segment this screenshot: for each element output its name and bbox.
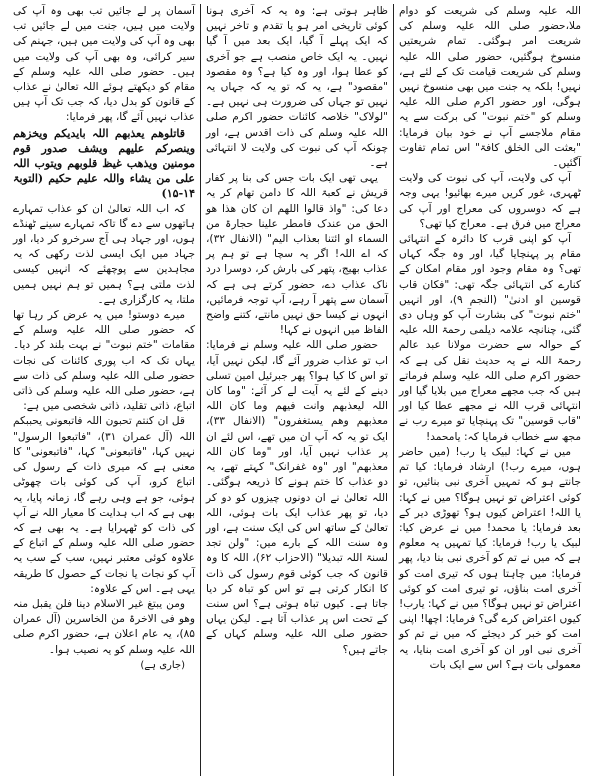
paragraph: آسمان پر لے جائیں تب بھی وہ آپ کی ولایت میں ہیں، جنت میں لے جائیں تب بھی وہ آپ کی ولایت میں ہیں، جہنم کی سیر کرائی، وہ بھی آپ کی ولایت میں ہیں۔ حضور صلی اللہ علیہ وسلم کے مقام کو دیکھتے ہوئے اللہ تعالیٰ نے عذاب کے قانون کو بدل دیا، کہ جب تک آپ ہیں عذاب نہیں آئے گا، پھر فرمایا: [13, 5, 195, 124]
column-left [8, 4, 200, 776]
paragraph: میرے دوستو! میں یہ عرض کر رہا تھا کہ حضور صلی اللہ علیہ وسلم کے مقامات "ختم نبوت" نے بہت بلند کر دیا۔ یہاں تک کہ اب پوری کائنات کی نجات حضور صلی اللہ علیہ وسلم کی ذات سے ہے، حضور صلی اللہ علیہ وسلم کی ذاتی اتباع، ذاتی تقلید، ذاتی شخصی میں ہے: [13, 309, 195, 413]
paragraph: اللہ علیہ وسلم کی شریعت کو دوام ملا،حضور صلی اللہ علیہ وسلم کی شریعت امر ہوگئی۔ تمام شریعتیں منسوخ ہوگئیں، حضور صلی اللہ علیہ وسلم کی شریعت قیامت تک کے لئے ہے، نہیں! بلکہ یہ جنت میں بھی منسوخ نہیں ہوگی، اور حضور اکرم صلی اللہ علیہ وسلم کو "ختم نبوت" کی برکت سے یہ مقام ملاجسے آپ نے خود بیان فرمایا: "بعثت الی الخلق کافۃ" اس تمام تفاوت آگئیں۔ [399, 5, 581, 170]
paragraph: حضور صلی اللہ علیہ وسلم نے فرمایا: اب تو عذاب ضرور آئے گا، لیکن نہیں آیا، تو اس کا کیا ہوا؟ پھر جبرئیل امین تسلی دینے کے لئے یہ آیت لے کر آئے: "وما کان اللہ لیعذبھم وانت فیھم وما کان اللہ معذبھم وھم یستغفرون" (الانفال ۳۳)، ایک تو یہ کہ آپ ان میں تھے، اس لئے ان پر عذاب نہیں آیا، اور "وما کان اللہ معذبھم" اور "وہ غفرانک" کہتے تھے، یہ دو عذاب کا ختم ہونے کا ذریعہ ہوگئی۔ اللہ تعالیٰ نے ان دونوں چیزوں کو دو کر دیا، تو پھر عذاب ایک بات ہوئی، اللہ تعالیٰ کے ساتھ اس کی ایک سنت ہے، اور وہ سنت اللہ کے بارے میں: "ولن تجد لسنۃ اللہ تبدیلا" (الاحزاب ۶۲)، اللہ کا وہ قانون کہ جب کوئی قوم رسول کی ذات کا انکار کرتی ہے تو اس کو تباہ کر دیا جاتا ہے۔ کیوں تباہ ہوتی ہے؟ اس سنت کے تحت اس پر عذاب آتا ہے۔ لیکن یہاں حضور صلی اللہ علیہ وسلم کہاں کے جاتے ہیں؟ [206, 339, 388, 656]
paragraph: ظاہر ہوتی ہے: وہ یہ کہ آخری ہونا کوئی تاریخی امر ہو یا تقدم و تاخر نہیں کہ ایک پہلے آ گیا، ایک بعد میں آ گیا نہیں۔ یہ ایک خاص منصب ہے جو آخری کو عطا ہوا، اور وہ کیا ہے؟ وہ مقصود "مقصود" ہے، یہ کہ تو یہ کہ جہاں یہ نہیں تو جہاں کی ضرورت ہی نہیں ہے۔ "لولاک" خلاصہ کائنات حضور اکرم صلی اللہ علیہ وسلم کی ذات اقدس ہے، اور چونکہ آپ کی نبوت کی ولایت لا انتہائی ہے۔ [206, 5, 388, 170]
column-right [394, 4, 586, 776]
paragraph: یہی تھی ایک بات جس کی بنا پر کفار قریش نے کعبۃ اللہ کا دامن تھام کر یہ دعا کی: "واذ قالوا اللھم ان کان ھذا ھو الحق من عندک فامطر علینا حجارۃ من السماء او ائتنا بعذاب الیم" (الانفال ۳۲)، کہ اے اللہ! اگر یہ سچا ہے تو ہم پر عذاب بھیج، پتھر کی بارش کر، دوسرا درد ناک عذاب دے، حضور کرتے ہی ہے کہ آسمان سے پتھر آ رہے، آپ توجہ فرمائیں، انہوں نے کیسا حق نہیں مانتے، کتنے واضح الفاظ میں انہوں نے کہا! [206, 172, 388, 337]
column-middle [201, 4, 393, 776]
paragraph: قل ان کنتم تحبون اللہ فاتبعونی یحببکم اللہ (آل عمران ۳۱)، "فاتبعوا الرسول" نہیں کہا، "فاتبعونی" کہا، "فاتبعونی" کا معنی ہے کہ میری ذات کے رسول کی اتباع کرو، آپ کی کوئی بات چھوٹی ہوئی، جو ہے وہی رہے گا، زمانہ پایا، یہ بھی ہے کہ اب ہدایت کا معیار اللہ نے آپ کی ذات کو ٹھہرایا ہے۔ یہ بھی ہے کہ حضور صلی اللہ علیہ وسلم کے اتباع کے علاوہ کوئی معتبر نہیں، سب کے سب یہ آپ کو نجات یا نجات کے حصول کا طریقہ یہی ہے۔ اس کے علاوہ: [13, 415, 195, 595]
paragraph: کہ اب اللہ تعالیٰ ان کو عذاب تمہارے ہاتھوں سے دے گا تاکہ تمہارے سینے ٹھنڈے ہوں، اور جہاد ہی آج سرخرو کر دیا، اور جہاد میں ایک ایسی لذت رکھی کہ یہ مجاہدین سے پوچھئے کہ انہیں کیسی لذت ملتی ہے؟ ہمیں تو ہم نہیں ہمیں ملتا، یہ کارگزاری ہے۔ [13, 202, 195, 306]
continued-label: (جاری ہے) [140, 659, 185, 671]
arabic-verse: قاتلوھم یعذبھم اللہ بایدیکم ویخزھم وینصرکم علیھم ویشف صدور قوم مومنین ویذھب غیظ قلوبھم ویتوب اللہ علی من یشاء واللہ علیم حکیم (التوبۃ ۱۴-۱۵) [13, 126, 195, 201]
paragraph: ومن یبتغ غیر الاسلام دینا فلن یقبل منہ وھو فی الاخرۃ من الخاسرین (آل عمران ۸۵)، یہ عام اعلان ہے، حضور اکرم صلی اللہ علیہ وسلم کو یہ نصیب ہوا۔ [13, 597, 195, 656]
paragraph: آپ کو اپنی قرب کا دائرہ کے انتہائی مقام پر پہنچایا گیا، اور وہ جگہ کہاں تھی؟ وہ مقام وجود اور مقام امکان کے کنارے کی انتہائی جگہ تھی: "فکان قاب قوسین او ادنیٰ" (النجم ۹)، اور انہیں "ختم نبوت" کی بشارت آپ کو وہاں دی گئی، چنانچہ علامہ دیلمی رحمۃ اللہ علیہ کے حوالہ سے حضرت مولانا عبد عالم رحمۃ اللہ نے یہ حدیث نقل کی ہے کہ حضور اکرم صلی اللہ علیہ وسلم فرماتے ہیں کہ جب مجھے معراج میں بلایا گیا اور انتہائی قرب اللہ نے مجھے عطا کیا اور "قاب قوسین" تک پہنچایا تو میرے رب نے مجھ سے خطاب فرمایا کہ: یامحمد! [399, 233, 581, 443]
paragraph: آپ کی ولایت، آپ کی نبوت کی ولایت ٹھہری، غور کریں میرے بھائیو! یہی وجہ ہے کہ دوسروں کی معراج اور آپ کی معراج میں فرق ہے۔ معراج کیا تھی؟ [399, 172, 581, 230]
paragraph: میں نے کہا: لبیک یا رب! (میں حاضر ہوں، میرے رب!) ارشاد فرمایا: کیا تم جانتے ہو کہ تمہیں آخری نبی بنائیں، تو کوئی اعتراض تو نہیں ہوگا؟ میں نے کہا: یا اللہ! اعتراض کیوں ہو؟ تھوڑی دیر کے بعد فرمایا: یا محمد! میں نے عرض کیا: لبیک یا رب! فرمایا: کیا تمہیں یہ معلوم ہے کہ میں نے تم کو آخری نبی بنا دیا، پھر فرمایا: میں چاہتا ہوں کہ تیری امت کو آخری امت بناؤں، تو تیری امت کو کوئی اعتراض تو نہیں ہوگا؟ میں نے کہا: یارب! کیوں اعتراض کرے گی؟ فرمایا: اچھا! اپنی امت کو خبر کر دیجئے کہ میں نے تم کو آخری نبی اور ان کو آخری امت بنایا، یہ معمولی بات ہے؟ اس سے ایک بات [399, 445, 581, 671]
